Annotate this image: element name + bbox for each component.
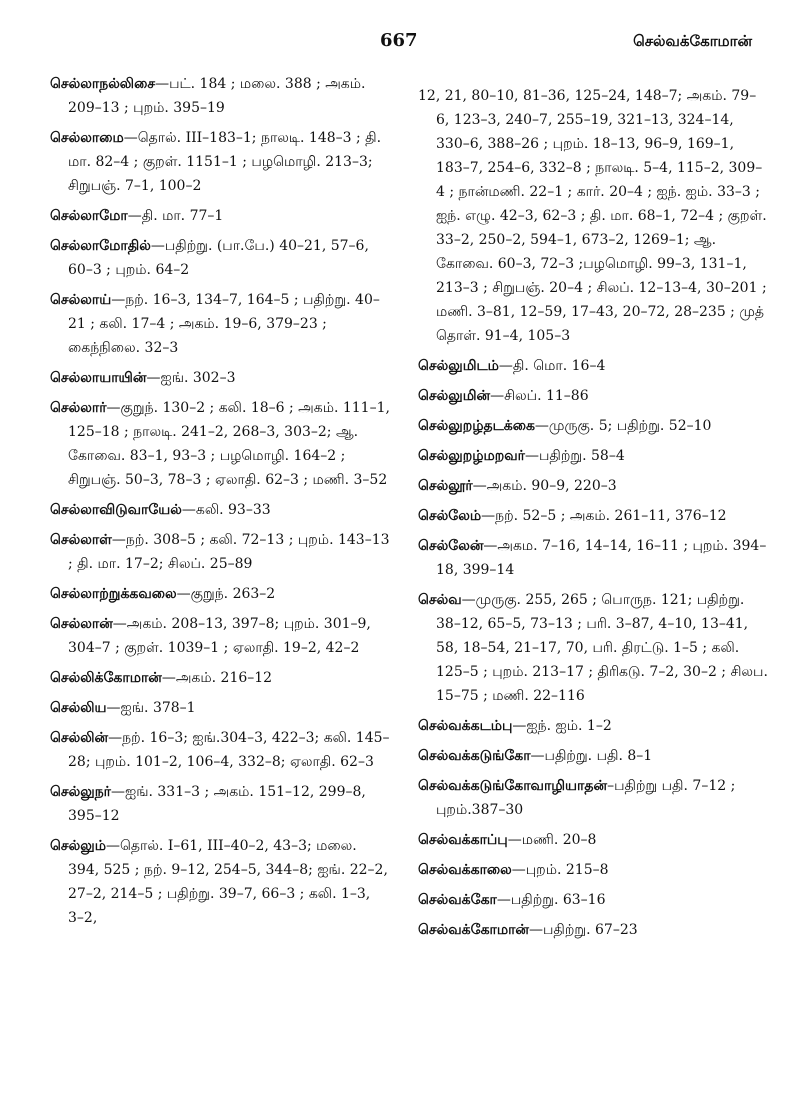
entry-references: —கலி. 93–33 [181,502,271,518]
entry-headword: செல்வக்கடம்பு [418,718,513,734]
entry-headword: செல்லேம் [418,508,482,524]
entry-headword: செல்லூர் [418,478,473,494]
entry-references: —பதிற்று. (பா.பே.) 40–21, 57–6, 60–3 ; புறம். 64–2 [68,238,369,278]
entry-headword: செல்லும் [50,838,106,854]
entry-headword: செல்வக்கோமான் [418,922,529,938]
entry-headword: செல்வக்காலை [418,862,512,878]
entry-references: —நற். 308–5 ; கலி. 72–13 ; புறம். 143–13 ; தி. மா. 17–2; சிலப். 25–89 [68,532,390,572]
entry-references: 12, 21, 80–10, 81–36, 125–24, 148–7; அகம். 79–6, 123–3, 240–7, 255–19, 321–13, 324–14, 330–6, 388–26 ; புறம். 18–13, 96–9, 169–1, 183–7, 254–6, 332–8 ; நாலடி. 5–4, 115–2, 309–4 ; நான்மணி. 22–1 ; கார். 20–4 ; ஐந். ஐம். 33–3 ; ஐந். எழு. 42–3, 62–3 ; தி. மா. 68–1, 72–4 ; குறள். 33–2, 250–2, 594–1, 673–2, 1269–1; ஆ. கோவை. 60–3, 72–3 ;பழமொழி. 99–3, 131–1, 213–3 ; சிறுபஞ். 20–4 ; சிலப். 12–13–4, 30–201 ; மணி. 3–81, 12–59, 17–43, 20–72, 28–235 ; முத் தொள். 91–4, 105–3 [418,88,767,344]
index-entry [418,774,768,822]
entry-headword: செல்லாள் [50,532,112,548]
index-entry [418,504,768,528]
entry-references: —அகம். 216–12 [161,670,273,686]
index-entry [50,726,390,774]
entry-headword: செல்லுமின் [418,388,491,404]
entry-references: —பதிற்று. 67–23 [529,922,638,938]
entry-references: —தி. மொ. 16–4 [498,358,606,374]
index-entry [418,588,768,708]
entry-references: —தொல். I–61, III–40–2, 43–3; மலை. 394, 525 ; நற். 9–12, 254–5, 344–8; ஐங். 22–2, 27–2, 214–5 ; பதிற்று. 39–7, 66–3 ; கலி. 1–3, 3–2, [68,838,388,926]
index-entry [50,498,390,522]
index-entry [50,528,390,576]
index-entry [50,612,390,660]
entry-headword: செல்லாநல்லிசை [50,76,156,92]
index-entry [50,204,390,228]
entry-references: —ஐங். 378–1 [106,700,196,716]
entry-headword: செல்லாயாயின் [50,370,147,386]
index-entry [50,366,390,390]
index-entry [418,828,768,852]
entry-references: —அகம. 7–16, 14–14, 16–11 ; புறம். 394–18, 399–14 [436,538,767,578]
index-entry [418,714,768,738]
index-entry [418,84,768,348]
index-entry [50,582,390,606]
entry-headword: செல்வ [418,592,462,608]
entry-headword: செல்லிக்கோமான் [50,670,162,686]
entry-references: —தி. மா. 77–1 [127,208,224,224]
entry-references: —அகம். 208–13, 397–8; புறம். 301–9, 304–7 ; குறள். 1039–1 ; ஏலாதி. 19–2, 42–2 [68,616,371,656]
entry-references: —நற். 16–3; ஐங்.304–3, 422–3; கலி. 145–28; புறம். 101–2, 106–4, 332–8; ஏலாதி. 62–3 [68,730,390,770]
entry-headword: செல்வக்காப்பு [418,832,508,848]
index-entry [50,834,390,930]
entry-references: —புறம். 215–8 [511,862,609,878]
index-entry [418,888,768,912]
index-entry [418,858,768,882]
entry-headword: செல்வக்கடுங்கோவாழியாதன் [418,778,608,794]
index-entry [50,72,390,120]
entry-references: —முருகு. 5; பதிற்று. 52–10 [534,418,712,434]
entry-references: —குறுந். 263–2 [176,586,276,602]
index-entry [50,666,390,690]
entry-headword: செல்வக்கடுங்கோ [418,748,531,764]
index-entry [50,396,390,492]
entry-references: —அகம். 90–9, 220–3 [472,478,617,494]
entry-headword: செல்லுமிடம் [418,358,499,374]
entry-references: —ஐங். 302–3 [146,370,236,386]
entry-headword: செல்லாமோ [50,208,128,224]
entry-headword: செல்லாமை [50,130,124,146]
entry-headword: செல்லாவிடுவாயேல் [50,502,182,518]
index-entry [418,414,768,438]
index-entry [50,288,390,360]
index-entry [50,234,390,282]
page-number: 667 [380,30,418,51]
index-entry [418,534,768,582]
index-entry [50,780,390,828]
entry-references: —தொல். III–183–1; நாலடி. 148–3 ; தி. மா. 82–4 ; குறள். 1151–1 ; பழமொழி. 213–3; சிறுபஞ். 7–1, 100–2 [68,130,382,194]
entry-references: –பதிற்று பதி. 7–12 ; புறம்.387–30 [436,778,736,818]
index-entry [418,474,768,498]
entry-headword: செல்லுநர் [50,784,111,800]
entry-headword: செல்லாமோதில் [50,238,151,254]
entry-references: —ஐங். 331–3 ; அகம். 151–12, 299–8, 395–12 [68,784,366,824]
entry-references: —சிலப். 11–86 [490,388,589,404]
entry-references: —ஐந். ஐம். 1–2 [512,718,612,734]
running-head: செல்வக்கோமான் [633,32,752,50]
left-column [50,72,390,936]
index-entry [418,384,768,408]
entry-headword: செல்லிய [50,700,107,716]
entry-headword: செல்லேன் [418,538,484,554]
entry-headword: செல்லுறழ்தடக்கை [418,418,535,434]
entry-references: —பதிற்று. 58–4 [525,448,625,464]
index-entry [50,126,390,198]
right-column [418,84,768,948]
index-entry [418,354,768,378]
index-entry [418,744,768,768]
entry-headword: செல்லான் [50,616,113,632]
index-entry [418,918,768,942]
entry-references: —பட். 184 ; மலை. 388 ; அகம். 209–13 ; புறம். 395–19 [68,76,366,116]
entry-headword: செல்லுறழ்மறவர் [418,448,525,464]
entry-references: —நற். 52–5 ; அகம். 261–11, 376–12 [481,508,727,524]
index-entry [50,696,390,720]
entry-headword: செல்லாற்றுக்கவலை [50,586,177,602]
index-entry [418,444,768,468]
entry-references: —பதிற்று. 63–16 [496,892,606,908]
entry-references: —பதிற்று. பதி. 8–1 [530,748,653,764]
entry-references: —முருகு. 255, 265 ; பொருந. 121; பதிற்று. 38–12, 65–5, 73–13 ; பரி. 3–87, 4–10, 13–41, 58, 18–54, 21–17, 70, பரி. திரட்டு. 1–5 ; கலி. 125–5 ; புறம். 213–17 ; திரிகடு. 7–2, 30–2 ; சிலப. 15–75 ; மணி. 22–116 [436,592,768,704]
entry-headword: செல்லார் [50,400,107,416]
entry-references: —குறுந். 130–2 ; கலி. 18–6 ; அகம். 111–1, 125–18 ; நாலடி. 241–2, 268–3, 303–2; ஆ. கோவை. 83–1, 93–3 ; பழமொழி. 164–2 ; சிறுபஞ். 50–3, 78–3 ; ஏலாதி. 62–3 ; மணி. 3–52 [68,400,390,488]
entry-headword: செல்வக்கோ [418,892,497,908]
entry-references: —மணி. 20–8 [507,832,597,848]
entry-references: —நற். 16–3, 134–7, 164–5 ; பதிற்று. 40–21 ; கலி. 17–4 ; அகம். 19–6, 379–23 ; கைந்நிலை. 32–3 [68,292,380,356]
entry-headword: செல்லாய் [50,292,112,308]
entry-headword: செல்லின் [50,730,109,746]
